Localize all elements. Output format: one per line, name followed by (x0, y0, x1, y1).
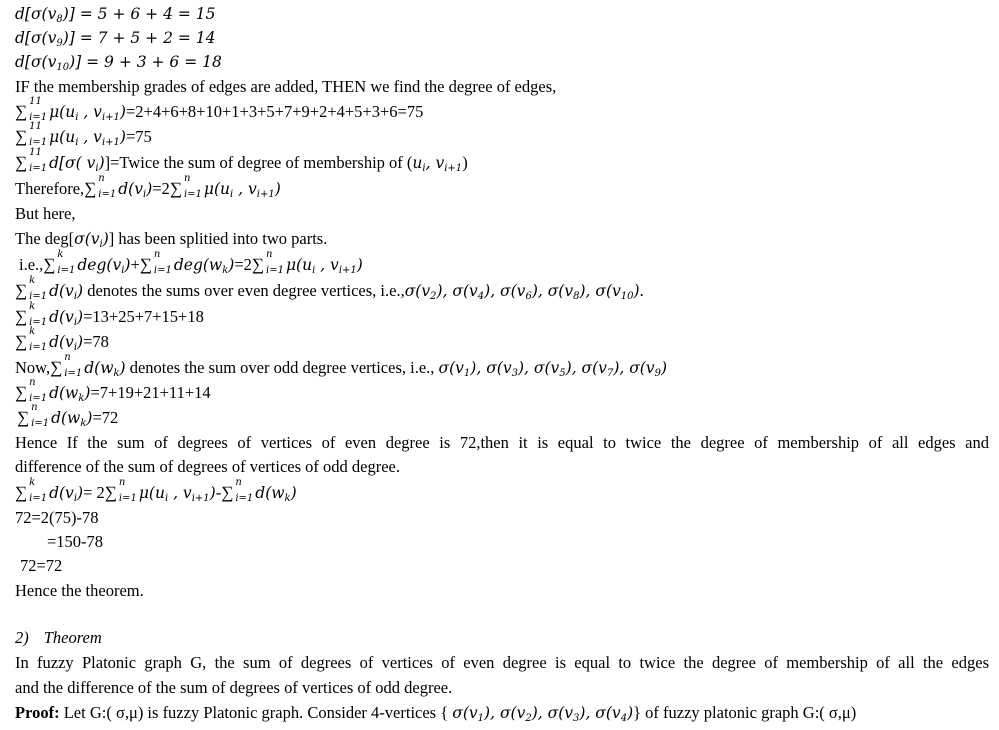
equation-odd-sum-def: Now,∑ n i=1 $d(w_k)$ denotes the sum over odd degree vertices, i.e., $\sigma(v_1)$, $\sigma(v_3)$, $\sigma(v_5)$, $\sigma(v_7)$, $\sigma(v_9)$ (15, 352, 668, 379)
equation-relation: ∑ k i=1 $d(v_i)= 2\sum$ n i=1 $\mu(u_i$ , $v_{i+1})-\sum$ n i=1 $d(w_k)$ (15, 477, 297, 504)
equation-split: i.e.,∑ k i=1 $deg(v_i)+\sum$ n i=1 $deg(w_k)=2\sum$ n i=1 $\mu(u_i$ , $v_{i+1}$) (19, 249, 363, 276)
theorem-heading (15, 627, 102, 649)
equation-therefore: Therefore,∑ n i=1 $d(v_i)=2\sum$ n i=1 $\mu(u_i$ , $v_{i+1}$) (15, 173, 281, 200)
equation-degree-v9: $d[\sigma(v_9)] = 7 + 5 + 2 = 14$ (15, 29, 216, 49)
proof-line: Proof: Let G:( σ,μ) is fuzzy Platonic graph. Consider 4-vertices { $\sigma(v_1)$, $\sigma(v_2)$, $\sigma(v_3)$, $\sigma(v_4)$} of fuzzy platonic graph G:( σ,μ) (15, 703, 857, 724)
text-line-19: difference of the sum of degrees of vertices of odd degree. (15, 457, 400, 476)
equation-even-values: ∑ k i=1 $d(v_i)=13+25+7+15+18$ (15, 301, 204, 328)
theorem-number: 2) (15, 628, 29, 647)
equation-odd-values: ∑ n i=1 $d(w_k)=7+19+21+11+14$ (15, 377, 211, 404)
equation-sum-membership-total: ∑ 11 i=1 $\mu(u_i$ , $v_{i+1})=75$ (15, 121, 152, 148)
equation-twice-sum: ∑ 11 i=1 d[σ( $v_i)]=Twice$ the sum of degree of membership of ($u_i$, $v_{i+1}$) (15, 147, 468, 174)
text-line-4: IF the membership grades of edges are added, THEN we find the degree of edges, (15, 77, 557, 96)
proof-label: Proof: (15, 703, 60, 722)
equation-even-sum-def: ∑ k i=1 $d(v_i)$ denotes the sums over even degree vertices, $i.e.,\sigma(v_2)$, $\sigma(v_4)$, $\sigma(v_6)$, $\sigma(v_8)$, $\sigma(v_{10})$. (15, 275, 644, 302)
text-line-27: and the difference of the sum of degrees of vertices of odd degree. (15, 678, 453, 697)
equation-even-total: ∑ k i=1 $d(v_i)=78$ (15, 326, 109, 353)
text-line-23: 72=72 (20, 556, 63, 575)
text-line-10: The $deg[\sigma(v_i)]$ has been splitied into two parts. (15, 229, 328, 250)
text-line-18: Hence If the sum of degrees of vertices of even degree is 72,then it is equal to twice the degree of membership of all edges and (15, 433, 989, 452)
text-line-9: But here, (15, 204, 76, 223)
equation-odd-total: ∑ n i=1 $d(w_k)=72$ (17, 402, 119, 429)
text-line-24: Hence the theorem. (15, 581, 144, 600)
text-line-26: In fuzzy Platonic graph G, the sum of degrees of vertices of even degree is equal to twice the degree of membership of all the edges (15, 653, 989, 672)
theorem-title: Theorem (43, 628, 102, 647)
text-line-21: 72=2(75)-78 (15, 508, 99, 527)
equation-degree-v8: $d[\sigma(v_8)] = 5 + 6 + 4 = 15$ (15, 5, 216, 25)
equation-degree-v10: $d[\sigma(v_{10})] = 9 + 3 + 6 = 18$ (15, 53, 222, 73)
text-line-22: =150-78 (47, 532, 104, 551)
equation-sum-membership: ∑ 11 i=1 $\mu(u_i$ , $v_{i+1})=2+4+6+8+10+1+3+5+7+9+2+4+5+3+6=75$ (15, 96, 424, 123)
